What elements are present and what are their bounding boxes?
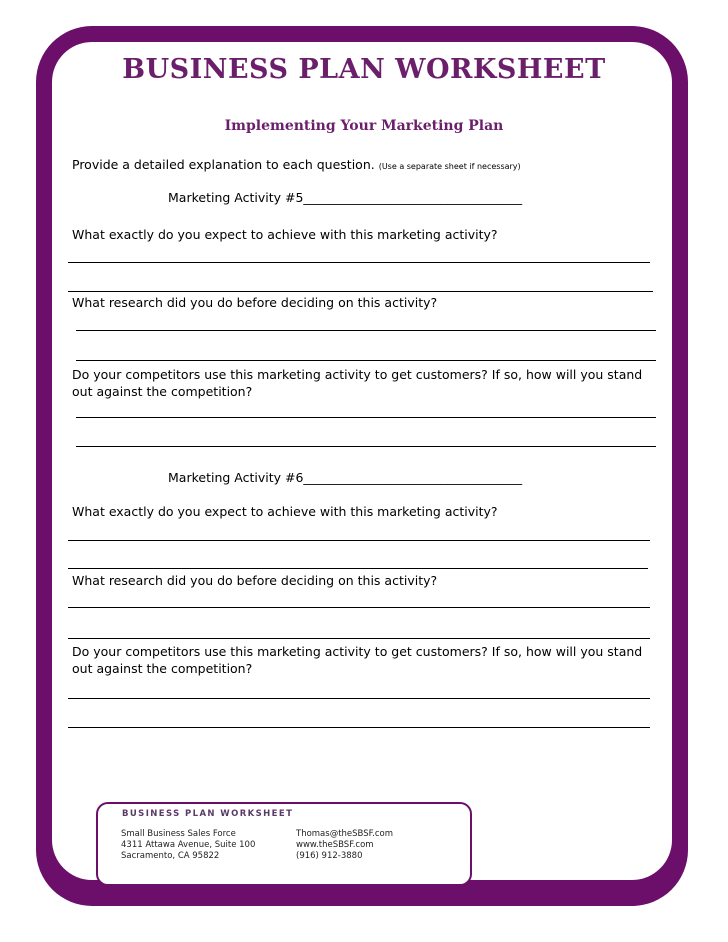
activity-5-label: Marketing Activity #5___________________________________ (168, 190, 523, 205)
activity-6-question-2: What research did you do before deciding on this activity? (72, 573, 438, 588)
activity-5-question-2: What research did you do before deciding on this activity? (72, 295, 438, 310)
activity-6-question-3-line-2: out against the competition? (72, 661, 253, 676)
footer-website[interactable]: www.theSBSF.com (296, 840, 374, 850)
answer-line[interactable] (76, 330, 656, 331)
footer-address: 4311 Attawa Avenue, Suite 100 (121, 840, 256, 850)
activity-5-question-3-line-1: Do your competitors use this marketing activity to get customers? If so, how will you stand (72, 367, 643, 382)
answer-line[interactable] (68, 638, 650, 639)
answer-line[interactable] (68, 262, 650, 263)
footer-city: Sacramento, CA 95822 (121, 851, 220, 861)
footer-phone: (916) 912-3880 (296, 851, 363, 861)
page-subtitle: Implementing Your Marketing Plan (224, 118, 504, 134)
answer-line[interactable] (76, 417, 656, 418)
answer-line[interactable] (68, 698, 650, 699)
tagline-line-2: Sales & Marketing (505, 851, 615, 862)
footer-org: Small Business Sales Force (121, 829, 236, 839)
tagline-line-3: For The Small Business (491, 864, 629, 875)
answer-line[interactable] (76, 360, 656, 361)
footer-tagline (490, 837, 630, 876)
activity-6-label: Marketing Activity #6___________________________________ (168, 470, 523, 485)
activity-5-question-1: What exactly do you expect to achieve with this marketing activity? (72, 227, 498, 242)
activity-6-question-3-line-1: Do your competitors use this marketing activity to get customers? If so, how will you stand (72, 644, 643, 659)
answer-line[interactable] (68, 291, 653, 292)
footer-title: BUSINESS PLAN WORKSHEET (122, 809, 294, 819)
answer-line[interactable] (68, 540, 650, 541)
answer-line[interactable] (76, 446, 656, 447)
footer-email[interactable]: Thomas@theSBSF.com (296, 829, 393, 839)
instructions-main: Provide a detailed explanation to each question. (72, 157, 375, 172)
activity-5-question-3-line-2: out against the competition? (72, 384, 253, 399)
tagline-line-1: Professional (523, 838, 597, 849)
page-title: BUSINESS PLAN WORKSHEET (122, 54, 606, 85)
activity-6-question-1: What exactly do you expect to achieve with this marketing activity? (72, 504, 498, 519)
answer-line[interactable] (68, 727, 650, 728)
answer-line[interactable] (68, 607, 650, 608)
instructions-note: (Use a separate sheet if necessary) (378, 162, 521, 171)
answer-line[interactable] (68, 568, 648, 569)
instructions (72, 157, 521, 172)
